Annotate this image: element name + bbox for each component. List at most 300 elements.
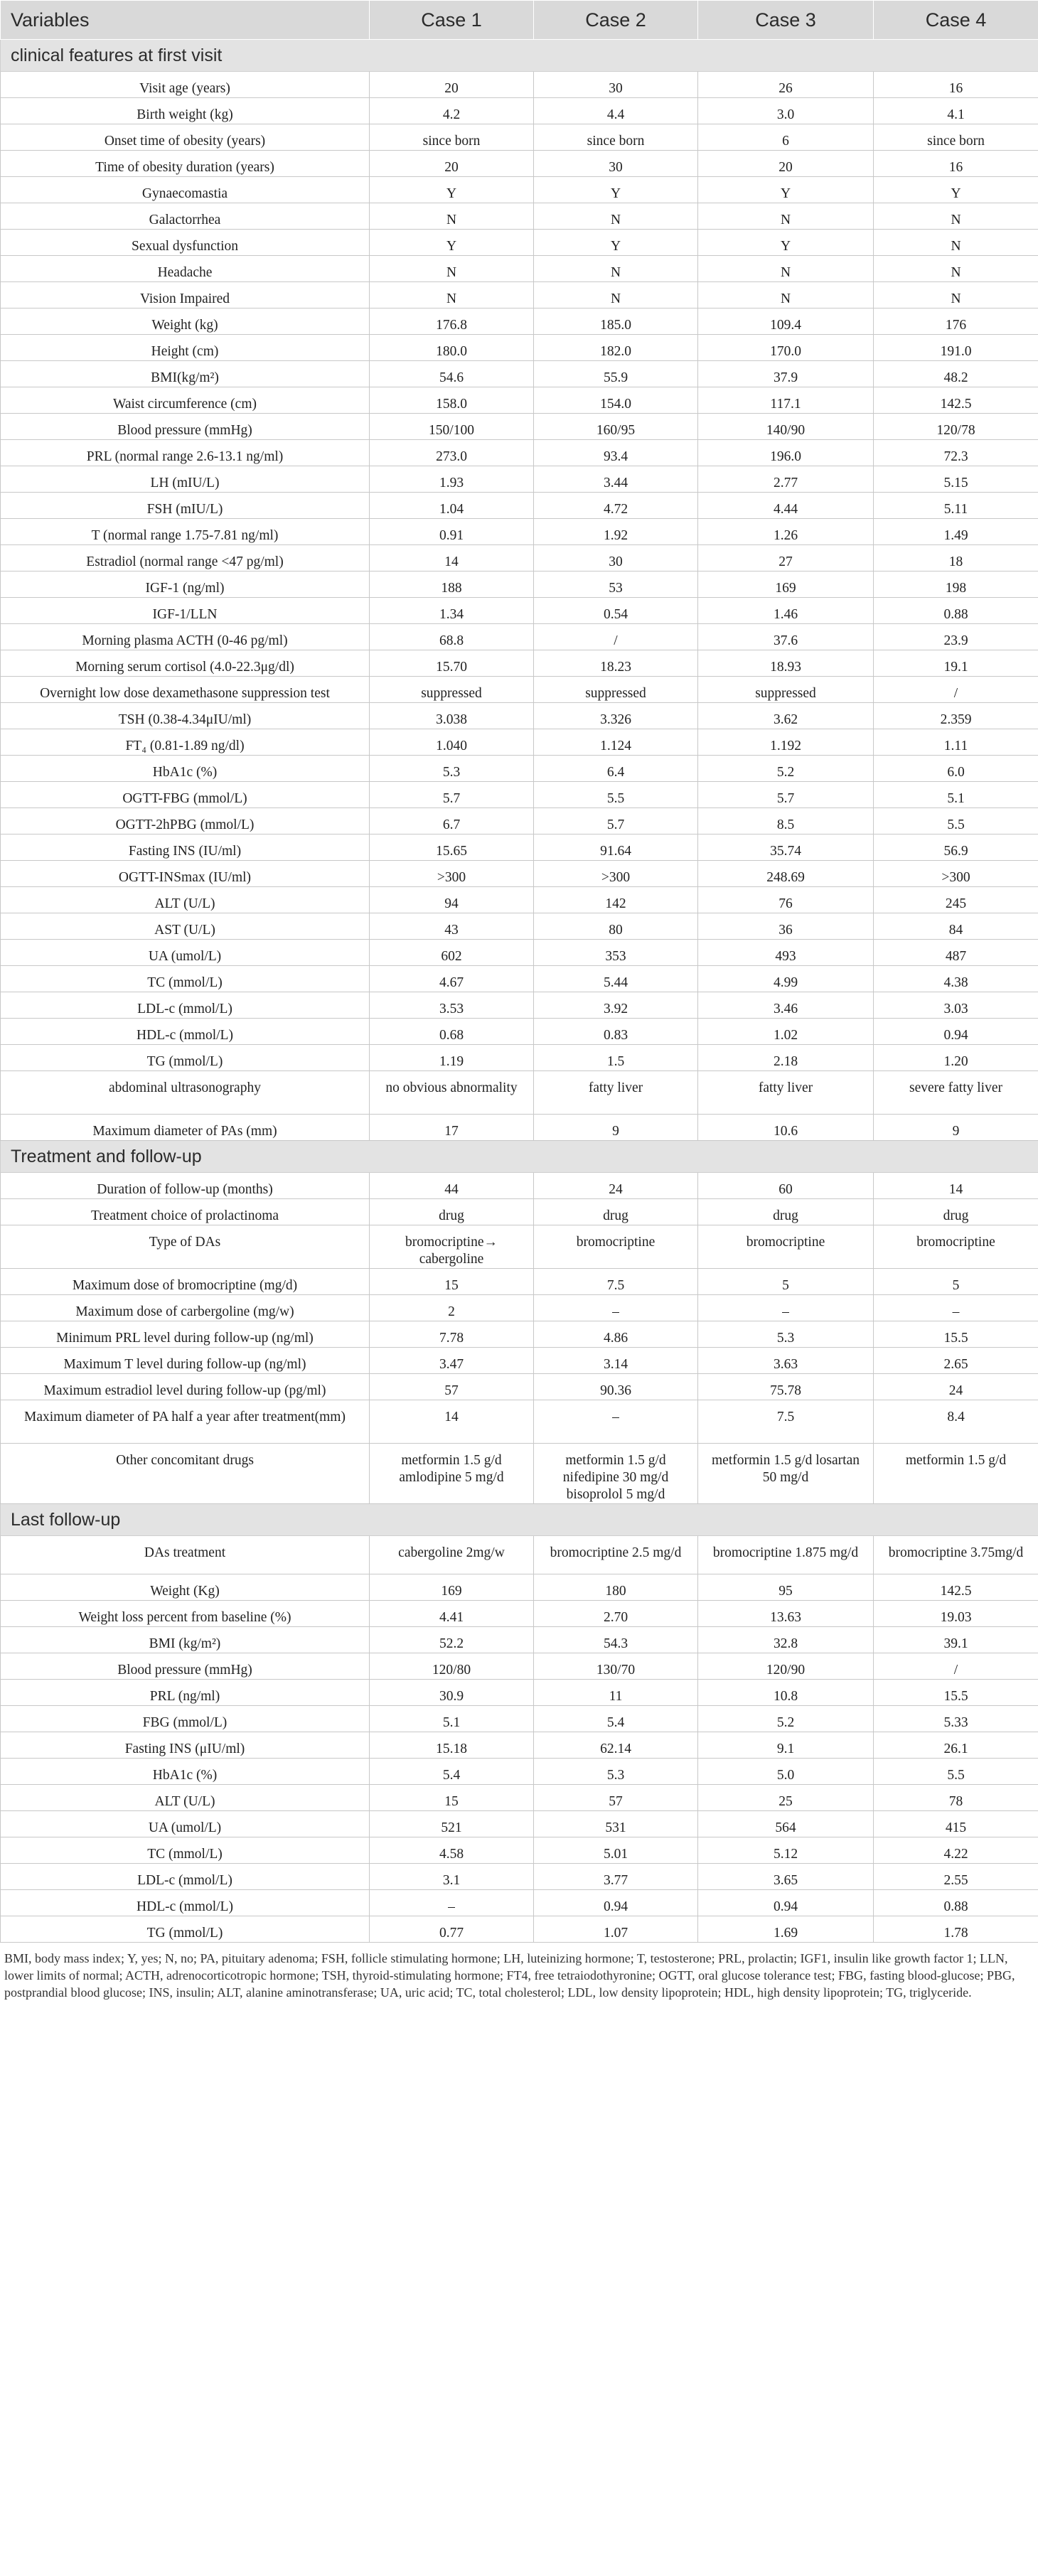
variable-label: Morning plasma ACTH (0-46 pg/ml) xyxy=(1,624,370,650)
case-1-value: 1.04 xyxy=(370,493,534,519)
case-1-value: 20 xyxy=(370,151,534,177)
case-2-value: 6.4 xyxy=(534,756,698,782)
case-3-value: 2.18 xyxy=(698,1045,874,1071)
variable-label: Weight loss percent from baseline (%) xyxy=(1,1601,370,1627)
variable-label: Fasting INS (μIU/ml) xyxy=(1,1732,370,1759)
header-case-4: Case 4 xyxy=(874,1,1038,40)
case-3-value: Y xyxy=(698,230,874,256)
table-row xyxy=(1,98,1038,124)
case-2-value: – xyxy=(534,1400,698,1444)
case-1-value: 30.9 xyxy=(370,1680,534,1706)
variable-label: IGF-1 (ng/ml) xyxy=(1,571,370,598)
case-1-value: 15 xyxy=(370,1785,534,1811)
case-4-value: 14 xyxy=(874,1173,1038,1199)
case-2-value: 5.44 xyxy=(534,966,698,992)
case-3-value: N xyxy=(698,282,874,308)
case-4-value: 5.15 xyxy=(874,466,1038,493)
case-3-value: 4.44 xyxy=(698,493,874,519)
case-1-value: N xyxy=(370,282,534,308)
variable-label: OGTT-2hPBG (mmol/L) xyxy=(1,808,370,834)
case-4-value: 1.20 xyxy=(874,1045,1038,1071)
case-4-value: 78 xyxy=(874,1785,1038,1811)
variable-label: Headache xyxy=(1,256,370,282)
case-2-value: 4.72 xyxy=(534,493,698,519)
case-1-value: 5.1 xyxy=(370,1706,534,1732)
variable-label: TG (mmol/L) xyxy=(1,1916,370,1943)
case-4-value: 23.9 xyxy=(874,624,1038,650)
case-4-value: 2.65 xyxy=(874,1348,1038,1374)
table-row xyxy=(1,124,1038,151)
table-row xyxy=(1,913,1038,940)
case-1-value: 1.93 xyxy=(370,466,534,493)
table-row xyxy=(1,466,1038,493)
case-4-value: 5.33 xyxy=(874,1706,1038,1732)
variable-label: Blood pressure (mmHg) xyxy=(1,1653,370,1680)
case-3-value: 3.63 xyxy=(698,1348,874,1374)
case-1-value: 150/100 xyxy=(370,414,534,440)
table-row xyxy=(1,1864,1038,1890)
case-4-value: 5 xyxy=(874,1269,1038,1295)
case-1-value: 15 xyxy=(370,1269,534,1295)
case-1-value: cabergoline 2mg/w xyxy=(370,1536,534,1574)
table-row xyxy=(1,177,1038,203)
table-row xyxy=(1,256,1038,282)
case-4-value: 1.11 xyxy=(874,729,1038,756)
case-4-value: Y xyxy=(874,177,1038,203)
variable-label: Gynaecomastia xyxy=(1,177,370,203)
case-2-value: metformin 1.5 g/d nifedipine 30 mg/d bisoprolol 5 mg/d xyxy=(534,1444,698,1504)
variable-label: LDL-c (mmol/L) xyxy=(1,992,370,1019)
case-2-value: 62.14 xyxy=(534,1732,698,1759)
variable-label: Maximum dose of carbergoline (mg/w) xyxy=(1,1295,370,1321)
case-1-value: 169 xyxy=(370,1574,534,1601)
case-1-value: Y xyxy=(370,230,534,256)
case-1-value: 3.47 xyxy=(370,1348,534,1374)
case-3-value: 9.1 xyxy=(698,1732,874,1759)
case-2-value: Y xyxy=(534,177,698,203)
case-1-value: 4.58 xyxy=(370,1837,534,1864)
case-2-value: 1.07 xyxy=(534,1916,698,1943)
case-2-value: suppressed xyxy=(534,677,698,703)
case-1-value: 1.34 xyxy=(370,598,534,624)
case-2-value: 30 xyxy=(534,151,698,177)
case-3-value: 120/90 xyxy=(698,1653,874,1680)
header-case-1: Case 1 xyxy=(370,1,534,40)
variable-label: abdominal ultrasonography xyxy=(1,1071,370,1115)
case-2-value: since born xyxy=(534,124,698,151)
table-row xyxy=(1,1374,1038,1400)
header-row xyxy=(1,1,1038,40)
case-1-value: 68.8 xyxy=(370,624,534,650)
case-1-value: 15.65 xyxy=(370,834,534,861)
footnote: BMI, body mass index; Y, yes; N, no; PA, pituitary adenoma; FSH, follicle stimulating hormone; LH, luteinizing hormone; T, testosterone; PRL, prolactin; IGF1, insulin like growth factor 1; LLN, lower limits of normal; ACTH, adrenocorticotropic hormone; TSH, thyroid-stimulating hormone; FT4, free tetraiodothyronine; OGTT, oral glucose tolerance test; FBG, fasting blood-glucose; PBG, postprandial blood glucose; INS, insulin; ALT, alanine aminotransferase; UA, uric acid; TC, total cholesterol; LDL, low density lipoprotein; HDL, high density lipoprotein; TG, triglyceride. xyxy=(4,1951,1015,2000)
table-row xyxy=(1,966,1038,992)
variable-label: BMI (kg/m²) xyxy=(1,1627,370,1653)
table-row xyxy=(1,72,1038,98)
table-row xyxy=(1,545,1038,571)
case-4-value: bromocriptine xyxy=(874,1225,1038,1269)
case-3-value: 564 xyxy=(698,1811,874,1837)
case-2-value: – xyxy=(534,1295,698,1321)
table-row xyxy=(1,230,1038,256)
case-1-value: N xyxy=(370,256,534,282)
case-2-value: 0.83 xyxy=(534,1019,698,1045)
table-row xyxy=(1,1400,1038,1444)
variable-label: LDL-c (mmol/L) xyxy=(1,1864,370,1890)
case-4-value: 245 xyxy=(874,887,1038,913)
variable-label: TSH (0.38-4.34μIU/ml) xyxy=(1,703,370,729)
case-3-value: bromocriptine xyxy=(698,1225,874,1269)
header-variables: Variables xyxy=(1,1,370,40)
case-4-value: 0.88 xyxy=(874,598,1038,624)
table-row xyxy=(1,282,1038,308)
variable-label: Visit age (years) xyxy=(1,72,370,98)
section-title: clinical features at first visit xyxy=(1,40,1038,72)
case-4-value: – xyxy=(874,1295,1038,1321)
table-row xyxy=(1,598,1038,624)
case-1-value: bromocriptine→ cabergoline xyxy=(370,1225,534,1269)
table-row xyxy=(1,703,1038,729)
variable-label: Sexual dysfunction xyxy=(1,230,370,256)
table-row xyxy=(1,650,1038,677)
variable-label: Fasting INS (IU/ml) xyxy=(1,834,370,861)
case-3-value: 75.78 xyxy=(698,1374,874,1400)
case-2-value: 54.3 xyxy=(534,1627,698,1653)
case-1-value: 17 xyxy=(370,1115,534,1141)
variable-label: TC (mmol/L) xyxy=(1,1837,370,1864)
case-2-value: 353 xyxy=(534,940,698,966)
table-row xyxy=(1,1759,1038,1785)
case-3-value: 5.2 xyxy=(698,1706,874,1732)
case-2-value: 9 xyxy=(534,1115,698,1141)
table-row xyxy=(1,1045,1038,1071)
case-4-value: 19.1 xyxy=(874,650,1038,677)
case-3-value: 10.8 xyxy=(698,1680,874,1706)
case-1-value: 0.68 xyxy=(370,1019,534,1045)
case-3-value: 26 xyxy=(698,72,874,98)
variable-label: Blood pressure (mmHg) xyxy=(1,414,370,440)
case-4-value: 39.1 xyxy=(874,1627,1038,1653)
case-3-value: 6 xyxy=(698,124,874,151)
case-4-value: 26.1 xyxy=(874,1732,1038,1759)
case-3-value: 8.5 xyxy=(698,808,874,834)
case-2-value: >300 xyxy=(534,861,698,887)
table-row xyxy=(1,1019,1038,1045)
case-1-value: 43 xyxy=(370,913,534,940)
case-1-value: 180.0 xyxy=(370,335,534,361)
table-row xyxy=(1,440,1038,466)
case-1-value: suppressed xyxy=(370,677,534,703)
case-2-value: N xyxy=(534,256,698,282)
case-3-value: 1.192 xyxy=(698,729,874,756)
table-row xyxy=(1,940,1038,966)
case-1-value: N xyxy=(370,203,534,230)
case-2-value: bromocriptine xyxy=(534,1225,698,1269)
variable-label: FT₄ (0.81-1.89 ng/dl) xyxy=(1,729,370,756)
case-1-value: 5.4 xyxy=(370,1759,534,1785)
case-2-value: 30 xyxy=(534,545,698,571)
case-4-value: drug xyxy=(874,1199,1038,1225)
variable-label: UA (umol/L) xyxy=(1,1811,370,1837)
case-2-value: Y xyxy=(534,230,698,256)
case-1-value: 15.18 xyxy=(370,1732,534,1759)
case-4-value: 1.78 xyxy=(874,1916,1038,1943)
case-1-value: 44 xyxy=(370,1173,534,1199)
case-2-value: 0.94 xyxy=(534,1890,698,1916)
case-4-value: 487 xyxy=(874,940,1038,966)
variable-label: Minimum PRL level during follow-up (ng/ml) xyxy=(1,1321,370,1348)
case-4-value: / xyxy=(874,1653,1038,1680)
case-2-value: 3.77 xyxy=(534,1864,698,1890)
case-3-value: 1.02 xyxy=(698,1019,874,1045)
case-2-value: 0.54 xyxy=(534,598,698,624)
variable-label: DAs treatment xyxy=(1,1536,370,1574)
variable-label: Weight (Kg) xyxy=(1,1574,370,1601)
variable-label: PRL (ng/ml) xyxy=(1,1680,370,1706)
case-2-value: bromocriptine 2.5 mg/d xyxy=(534,1536,698,1574)
case-3-value: 5 xyxy=(698,1269,874,1295)
case-2-value: 5.3 xyxy=(534,1759,698,1785)
case-4-value: 191.0 xyxy=(874,335,1038,361)
case-3-value: 5.7 xyxy=(698,782,874,808)
case-2-value: 91.64 xyxy=(534,834,698,861)
variable-label: TC (mmol/L) xyxy=(1,966,370,992)
table-row xyxy=(1,203,1038,230)
case-2-value: 93.4 xyxy=(534,440,698,466)
case-2-value: 2.70 xyxy=(534,1601,698,1627)
variable-label: Onset time of obesity (years) xyxy=(1,124,370,151)
case-3-value: drug xyxy=(698,1199,874,1225)
case-3-value: 248.69 xyxy=(698,861,874,887)
case-2-value: 5.7 xyxy=(534,808,698,834)
case-1-value: no obvious abnormality xyxy=(370,1071,534,1115)
table-row xyxy=(1,1295,1038,1321)
variable-label: HDL-c (mmol/L) xyxy=(1,1890,370,1916)
case-4-value: 5.11 xyxy=(874,493,1038,519)
variable-label: AST (U/L) xyxy=(1,913,370,940)
case-4-value: bromocriptine 3.75mg/d xyxy=(874,1536,1038,1574)
case-3-value: 1.69 xyxy=(698,1916,874,1943)
table-row xyxy=(1,335,1038,361)
case-4-value: 2.359 xyxy=(874,703,1038,729)
table-row xyxy=(1,1536,1038,1574)
case-4-value: 5.1 xyxy=(874,782,1038,808)
case-2-value: 80 xyxy=(534,913,698,940)
case-3-value: 5.12 xyxy=(698,1837,874,1864)
case-2-value: 1.124 xyxy=(534,729,698,756)
case-1-value: 602 xyxy=(370,940,534,966)
variable-label: Birth weight (kg) xyxy=(1,98,370,124)
case-2-value: / xyxy=(534,624,698,650)
case-3-value: 95 xyxy=(698,1574,874,1601)
case-4-value: since born xyxy=(874,124,1038,151)
case-3-value: 32.8 xyxy=(698,1627,874,1653)
case-3-value: 170.0 xyxy=(698,335,874,361)
case-1-value: 7.78 xyxy=(370,1321,534,1348)
case-1-value: 5.3 xyxy=(370,756,534,782)
case-2-value: 57 xyxy=(534,1785,698,1811)
case-2-value: 30 xyxy=(534,72,698,98)
case-1-value: 1.040 xyxy=(370,729,534,756)
case-4-value: N xyxy=(874,203,1038,230)
variable-label: ALT (U/L) xyxy=(1,1785,370,1811)
case-4-value: 5.5 xyxy=(874,808,1038,834)
table-row xyxy=(1,782,1038,808)
table-row xyxy=(1,1890,1038,1916)
case-4-value: 198 xyxy=(874,571,1038,598)
case-1-value: 3.1 xyxy=(370,1864,534,1890)
variable-label: Maximum dose of bromocriptine (mg/d) xyxy=(1,1269,370,1295)
case-1-value: 120/80 xyxy=(370,1653,534,1680)
case-1-value: 6.7 xyxy=(370,808,534,834)
variable-label: Waist circumference (cm) xyxy=(1,387,370,414)
case-3-value: N xyxy=(698,203,874,230)
case-3-value: 169 xyxy=(698,571,874,598)
case-4-value: 6.0 xyxy=(874,756,1038,782)
table-row xyxy=(1,1916,1038,1943)
table-row xyxy=(1,493,1038,519)
table-row xyxy=(1,571,1038,598)
table-row xyxy=(1,1269,1038,1295)
table-row xyxy=(1,1348,1038,1374)
table-row xyxy=(1,1225,1038,1269)
case-4-value: 142.5 xyxy=(874,387,1038,414)
table-row xyxy=(1,1173,1038,1199)
table-row xyxy=(1,519,1038,545)
case-2-value: fatty liver xyxy=(534,1071,698,1115)
case-2-value: 90.36 xyxy=(534,1374,698,1400)
case-2-value: 5.5 xyxy=(534,782,698,808)
variable-label: TG (mmol/L) xyxy=(1,1045,370,1071)
case-3-value: 196.0 xyxy=(698,440,874,466)
case-2-value: 160/95 xyxy=(534,414,698,440)
case-1-value: 54.6 xyxy=(370,361,534,387)
case-3-value: 493 xyxy=(698,940,874,966)
case-2-value: 1.92 xyxy=(534,519,698,545)
case-3-value: 37.6 xyxy=(698,624,874,650)
case-2-value: 142 xyxy=(534,887,698,913)
case-1-value: drug xyxy=(370,1199,534,1225)
variable-label: Vision Impaired xyxy=(1,282,370,308)
case-3-value: 10.6 xyxy=(698,1115,874,1141)
variable-label: HbA1c (%) xyxy=(1,1759,370,1785)
case-3-value: fatty liver xyxy=(698,1071,874,1115)
table-row xyxy=(1,729,1038,756)
case-2-value: 531 xyxy=(534,1811,698,1837)
case-3-value: 35.74 xyxy=(698,834,874,861)
table-row xyxy=(1,1837,1038,1864)
table-row xyxy=(1,1680,1038,1706)
case-1-value: 158.0 xyxy=(370,387,534,414)
variable-label: Duration of follow-up (months) xyxy=(1,1173,370,1199)
case-4-value: 48.2 xyxy=(874,361,1038,387)
case-1-value: 4.2 xyxy=(370,98,534,124)
case-3-value: 117.1 xyxy=(698,387,874,414)
case-4-value: 415 xyxy=(874,1811,1038,1837)
table-row xyxy=(1,151,1038,177)
case-4-value: 24 xyxy=(874,1374,1038,1400)
header-case-2: Case 2 xyxy=(534,1,698,40)
table-row xyxy=(1,677,1038,703)
case-4-value: N xyxy=(874,256,1038,282)
case-1-value: 176.8 xyxy=(370,308,534,335)
case-4-value: 5.5 xyxy=(874,1759,1038,1785)
case-3-value: 5.2 xyxy=(698,756,874,782)
case-3-value: 140/90 xyxy=(698,414,874,440)
case-3-value: 37.9 xyxy=(698,361,874,387)
case-1-value: 15.70 xyxy=(370,650,534,677)
case-2-value: 3.14 xyxy=(534,1348,698,1374)
case-3-value: 13.63 xyxy=(698,1601,874,1627)
table-row xyxy=(1,1785,1038,1811)
table-row xyxy=(1,834,1038,861)
case-2-value: drug xyxy=(534,1199,698,1225)
table-row xyxy=(1,1071,1038,1115)
case-3-value: 1.46 xyxy=(698,598,874,624)
case-4-value: 0.94 xyxy=(874,1019,1038,1045)
case-2-value: N xyxy=(534,282,698,308)
case-4-value: >300 xyxy=(874,861,1038,887)
case-4-value: 16 xyxy=(874,151,1038,177)
case-1-value: since born xyxy=(370,124,534,151)
case-3-value: 7.5 xyxy=(698,1400,874,1444)
variable-label: PRL (normal range 2.6-13.1 ng/ml) xyxy=(1,440,370,466)
case-3-value: 4.99 xyxy=(698,966,874,992)
case-3-value: 109.4 xyxy=(698,308,874,335)
case-4-value: 4.38 xyxy=(874,966,1038,992)
case-2-value: 130/70 xyxy=(534,1653,698,1680)
case-4-value: N xyxy=(874,282,1038,308)
case-1-value: 521 xyxy=(370,1811,534,1837)
case-2-value: 7.5 xyxy=(534,1269,698,1295)
case-1-value: 0.77 xyxy=(370,1916,534,1943)
variable-label: Type of DAs xyxy=(1,1225,370,1269)
table-row xyxy=(1,1732,1038,1759)
case-4-value: 2.55 xyxy=(874,1864,1038,1890)
table-row xyxy=(1,387,1038,414)
table-row xyxy=(1,1115,1038,1141)
case-1-value: 14 xyxy=(370,545,534,571)
variable-label: Galactorrhea xyxy=(1,203,370,230)
case-2-value: 4.86 xyxy=(534,1321,698,1348)
case-3-value: 5.0 xyxy=(698,1759,874,1785)
case-3-value: N xyxy=(698,256,874,282)
table-row xyxy=(1,1627,1038,1653)
table-row xyxy=(1,1706,1038,1732)
case-3-value: 3.46 xyxy=(698,992,874,1019)
variable-label: Weight (kg) xyxy=(1,308,370,335)
variable-label: OGTT-INSmax (IU/ml) xyxy=(1,861,370,887)
case-2-value: 5.4 xyxy=(534,1706,698,1732)
case-1-value: 4.67 xyxy=(370,966,534,992)
case-1-value: 20 xyxy=(370,72,534,98)
case-3-value: 3.62 xyxy=(698,703,874,729)
variable-label: Morning serum cortisol (4.0-22.3μg/dl) xyxy=(1,650,370,677)
case-2-value: 4.4 xyxy=(534,98,698,124)
case-4-value: 176 xyxy=(874,308,1038,335)
table-row xyxy=(1,1199,1038,1225)
table-row xyxy=(1,861,1038,887)
case-1-value: 0.91 xyxy=(370,519,534,545)
case-1-value: 52.2 xyxy=(370,1627,534,1653)
variable-label: UA (umol/L) xyxy=(1,940,370,966)
variable-label: Time of obesity duration (years) xyxy=(1,151,370,177)
table-row xyxy=(1,756,1038,782)
table-row xyxy=(1,414,1038,440)
case-3-value: 27 xyxy=(698,545,874,571)
case-3-value: 3.0 xyxy=(698,98,874,124)
case-3-value: 36 xyxy=(698,913,874,940)
